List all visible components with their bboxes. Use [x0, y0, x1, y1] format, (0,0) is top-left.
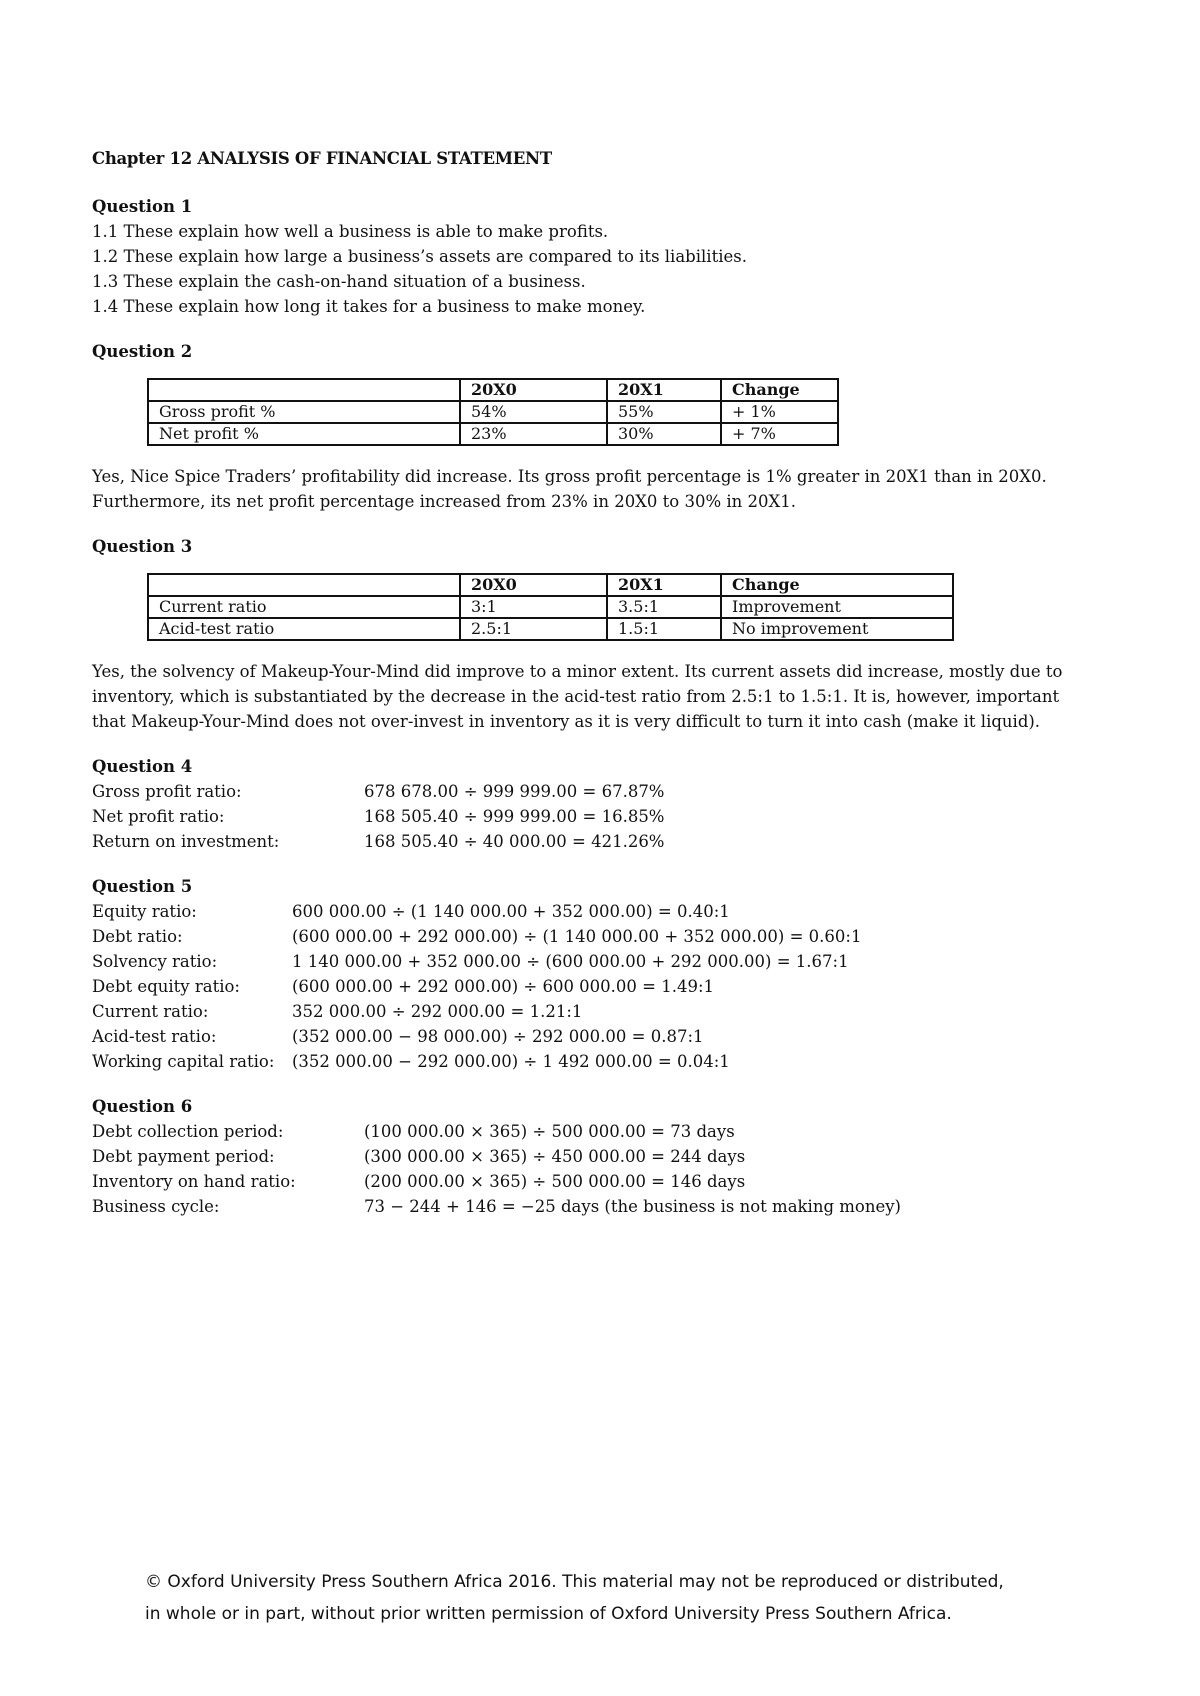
list-item [92, 1049, 1112, 1074]
ratio-formula: (200 000.00 × 365) ÷ 500 000.00 = 146 days [364, 1172, 746, 1191]
list-item [92, 949, 1112, 974]
q1-line-4: 1.4 These explain how long it takes for a business to make money. [92, 297, 646, 316]
q1-line-2: 1.2 These explain how large a business’s assets are compared to its liabilities. [92, 247, 747, 266]
question-3-heading: Question 3 [92, 537, 193, 556]
ratio-label: Debt ratio: [92, 927, 183, 946]
list-item [92, 1119, 1112, 1144]
q2-answer-paragraph: Yes, Nice Spice Traders’ profitability did increase. Its gross profit percentage is 1% greater in 20X1 than in 20X0. Furthermore, its net profit percentage increased from 23% in 20X0 to 30% in 20X1. [92, 467, 1047, 511]
ratio-formula: (600 000.00 + 292 000.00) ÷ (1 140 000.00 + 352 000.00) = 0.60:1 [292, 927, 862, 946]
ratio-formula: 73 − 244 + 146 = −25 days (the business is not making money) [364, 1197, 901, 1216]
list-item [92, 1144, 1112, 1169]
list-item [92, 999, 1112, 1024]
table-cell: 54% [460, 401, 607, 423]
table-cell: 2.5:1 [460, 618, 607, 640]
ratio-label: Working capital ratio: [92, 1052, 275, 1071]
table-row [148, 618, 953, 640]
table-cell: Current ratio [148, 596, 460, 618]
header-cell: Change [721, 574, 953, 596]
table-cell: 55% [607, 401, 721, 423]
ratio-label: Acid-test ratio: [92, 1027, 217, 1046]
table-cell: Gross profit % [148, 401, 460, 423]
table-row [148, 423, 838, 445]
list-item [92, 1024, 1112, 1049]
table-row [148, 401, 838, 423]
table-cell: 30% [607, 423, 721, 445]
list-item [92, 829, 1112, 854]
q3-answer-paragraph: Yes, the solvency of Makeup-Your-Mind did improve to a minor extent. Its current assets did increase, mostly due to inventory, which is substantiated by the decrease in the acid-test ratio from 2.5:1 to 1.5:1. It is, however, important that Makeup-Your-Mind does not over-invest in inventory as it is very difficult to turn it into cash (make it liquid). [92, 662, 1063, 731]
ratio-label: Business cycle: [92, 1197, 220, 1216]
ratio-label: Equity ratio: [92, 902, 197, 921]
list-item [92, 974, 1112, 999]
ratio-formula: (352 000.00 − 292 000.00) ÷ 1 492 000.00 = 0.04:1 [292, 1052, 730, 1071]
list-item [92, 779, 1112, 804]
ratio-formula: 1 140 000.00 + 352 000.00 ÷ (600 000.00 + 292 000.00) = 1.67:1 [292, 952, 849, 971]
list-item [92, 1169, 1112, 1194]
table-cell: 23% [460, 423, 607, 445]
header-cell: 20X1 [607, 574, 721, 596]
ratio-formula: 352 000.00 ÷ 292 000.00 = 1.21:1 [292, 1002, 583, 1021]
copyright-footer [145, 1566, 1105, 1630]
header-cell: 20X1 [607, 379, 721, 401]
table-cell: Acid-test ratio [148, 618, 460, 640]
ratio-label: Debt payment period: [92, 1147, 275, 1166]
table-cell: + 1% [721, 401, 838, 423]
copyright-line-1: © Oxford University Press Southern Africa 2016. This material may not be reproduced or distributed, [145, 1572, 1004, 1592]
ratio-label: Debt collection period: [92, 1122, 284, 1141]
solvency-table [147, 573, 954, 641]
copyright-line-2: in whole or in part, without prior written permission of Oxford University Press Southern Africa. [145, 1604, 952, 1624]
chapter-title: Chapter 12 ANALYSIS OF FINANCIAL STATEMENT [92, 149, 552, 168]
table-cell: 3:1 [460, 596, 607, 618]
ratio-label: Return on investment: [92, 832, 280, 851]
question-4-heading: Question 4 [92, 757, 193, 776]
header-cell [148, 379, 460, 401]
q1-line-1: 1.1 These explain how well a business is able to make profits. [92, 222, 609, 241]
list-item [92, 924, 1112, 949]
question-2-heading: Question 2 [92, 342, 193, 361]
question-5-heading: Question 5 [92, 877, 193, 896]
ratio-label: Debt equity ratio: [92, 977, 240, 996]
header-cell: Change [721, 379, 838, 401]
list-item [92, 899, 1112, 924]
table-header-row [148, 574, 953, 596]
header-cell: 20X0 [460, 574, 607, 596]
document-body [92, 146, 1112, 1219]
ratio-formula: 678 678.00 ÷ 999 999.00 = 67.87% [364, 782, 665, 801]
table-cell: No improvement [721, 618, 953, 640]
ratio-label: Inventory on hand ratio: [92, 1172, 296, 1191]
ratio-formula: 168 505.40 ÷ 999 999.00 = 16.85% [364, 807, 665, 826]
ratio-formula: (100 000.00 × 365) ÷ 500 000.00 = 73 days [364, 1122, 735, 1141]
q1-line-3: 1.3 These explain the cash-on-hand situation of a business. [92, 272, 586, 291]
table-cell: 1.5:1 [607, 618, 721, 640]
ratio-label: Current ratio: [92, 1002, 209, 1021]
table-header-row [148, 379, 838, 401]
ratio-formula: 168 505.40 ÷ 40 000.00 = 421.26% [364, 832, 665, 851]
header-cell: 20X0 [460, 379, 607, 401]
ratio-formula: (352 000.00 − 98 000.00) ÷ 292 000.00 = 0.87:1 [292, 1027, 704, 1046]
question-6-heading: Question 6 [92, 1097, 193, 1116]
table-cell: Net profit % [148, 423, 460, 445]
profitability-table [147, 378, 839, 446]
table-cell: + 7% [721, 423, 838, 445]
ratio-label: Net profit ratio: [92, 807, 225, 826]
question-1-heading: Question 1 [92, 197, 193, 216]
table-row [148, 596, 953, 618]
header-cell [148, 574, 460, 596]
ratio-label: Gross profit ratio: [92, 782, 242, 801]
ratio-label: Solvency ratio: [92, 952, 218, 971]
list-item [92, 804, 1112, 829]
list-item [92, 1194, 1112, 1219]
table-cell: 3.5:1 [607, 596, 721, 618]
ratio-formula: (600 000.00 + 292 000.00) ÷ 600 000.00 = 1.49:1 [292, 977, 715, 996]
ratio-formula: (300 000.00 × 365) ÷ 450 000.00 = 244 days [364, 1147, 746, 1166]
table-cell: Improvement [721, 596, 953, 618]
ratio-formula: 600 000.00 ÷ (1 140 000.00 + 352 000.00) = 0.40:1 [292, 902, 730, 921]
